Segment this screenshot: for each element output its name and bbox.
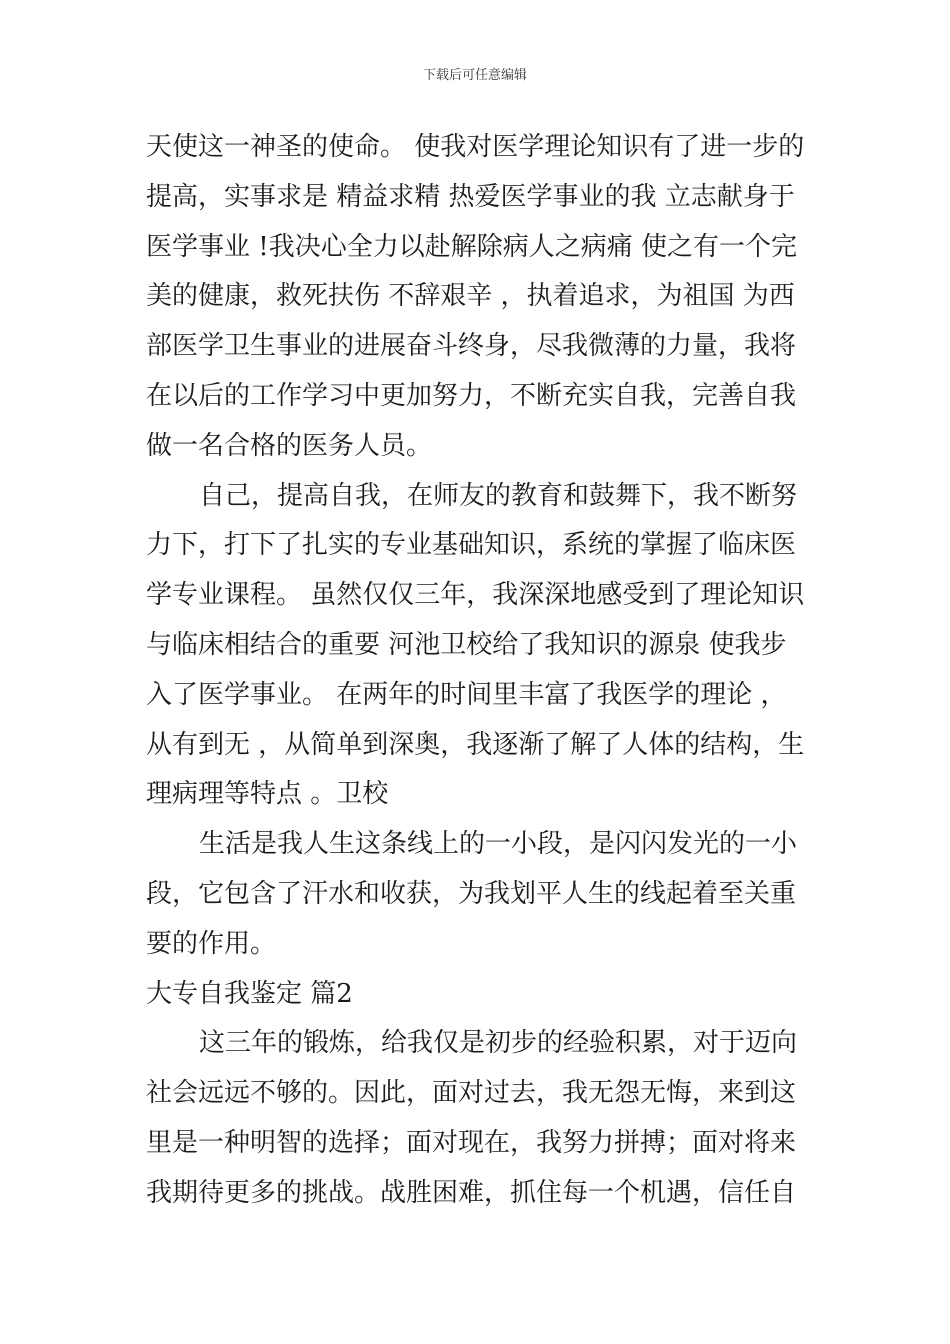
- paragraph-start-line: 生活是我人生这条线上的一小段，是闪闪发光的一小: [199, 829, 798, 860]
- text-line: 力下，打下了扎实的专业基础知识，系统的掌握了临床医: [146, 530, 797, 561]
- document-body: [146, 123, 810, 1219]
- paragraph-start-line: 自己，提高自我，在师友的教育和鼓舞下，我不断努: [199, 480, 798, 511]
- text-line: 提高，实事求是 精益求精 热爱医学事业的我 立志献身于: [146, 181, 795, 212]
- text-line: 天使这一神圣的使命。 使我对医学理论知识有了进一步的: [146, 132, 805, 162]
- text-line: 入了医学事业。 在两年的时间里丰富了我医学的理论 ，: [146, 679, 787, 710]
- text-line: 与临床相结合的重要 河池卫校给了我知识的源泉 使我步: [146, 629, 787, 660]
- text-line: 段，它包含了汗水和收获，为我划平人生的线起着至关重: [146, 878, 797, 909]
- page-header: 下载后可任意编辑: [422, 68, 527, 83]
- paragraph-start-line: 这三年的锻炼，给我仅是初步的经验积累，对于迈向: [199, 1028, 798, 1059]
- text-line: 医学事业 !我决心全力以赴解除病人之病痛 使之有一个完: [146, 231, 797, 262]
- section-heading: 大专自我鉴定 篇2: [146, 978, 353, 1009]
- text-line: 要的作用。: [146, 928, 277, 959]
- text-line: 理病理等特点 。卫校: [146, 779, 389, 810]
- text-line: 在以后的工作学习中更加努力，不断充实自我，完善自我: [146, 380, 797, 411]
- text-line: 我期待更多的挑战。战胜困难，抓住每一个机遇，信任自: [146, 1177, 797, 1208]
- text-line: 美的健康，救死扶伤 不辞艰辛 ，执着追求，为祖国 为西: [146, 281, 795, 312]
- text-line: 从有到无 ，从简单到深奥，我逐渐了解了人体的结构，生: [146, 729, 805, 760]
- text-line: 学专业课程。 虽然仅仅三年，我深深地感受到了理论知识: [146, 580, 805, 611]
- text-line: 做一名合格的医务人员。: [146, 430, 433, 461]
- text-line: 里是一种明智的选择；面对现在，我努力拼搏；面对将来: [146, 1127, 797, 1158]
- text-line: 社会远远不够的。因此，面对过去，我无怨无悔，来到这: [146, 1078, 797, 1109]
- text-line: 部医学卫生事业的进展奋斗终身，尽我微薄的力量，我将: [146, 331, 797, 362]
